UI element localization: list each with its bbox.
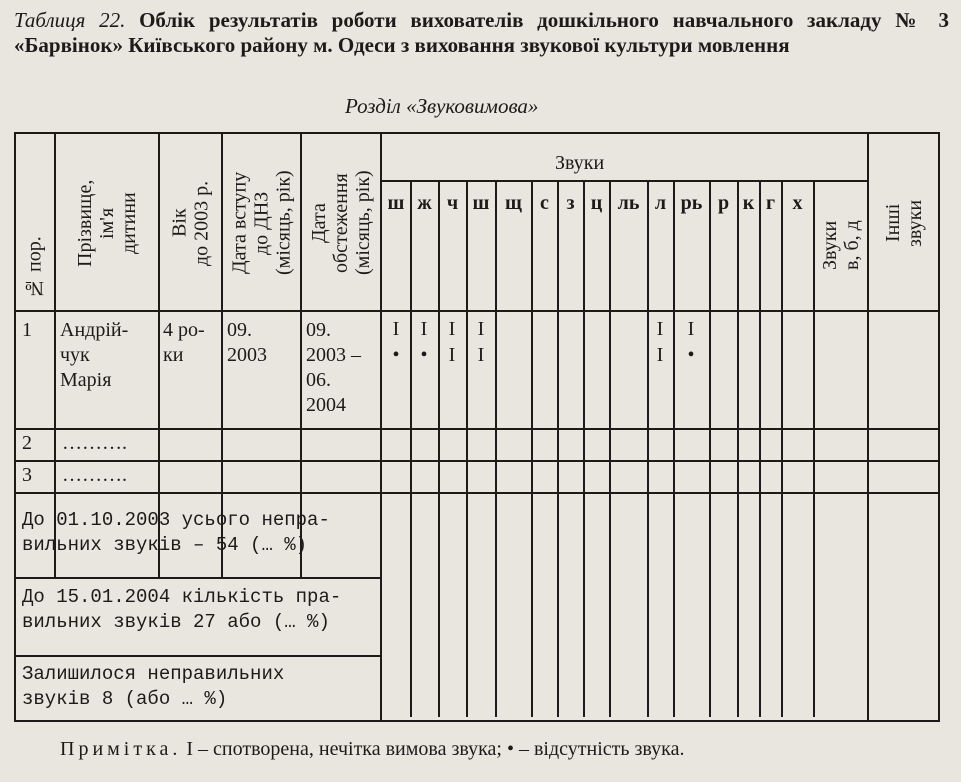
note-label: Примітка. <box>60 738 182 760</box>
row-1-mark: I <box>392 318 400 340</box>
sound-label: ц <box>590 192 603 214</box>
sound-label: р <box>717 192 730 214</box>
sound-label: г <box>765 192 776 214</box>
header-sounds: Звуки <box>555 152 605 174</box>
row-1-mark: • <box>687 344 695 366</box>
table-caption <box>14 8 949 58</box>
sound-label: з <box>566 192 575 214</box>
summary-remaining: Залишилося неправильних звуків 8 (або … %) <box>22 663 285 710</box>
summary-initial: До 01.10.2003 усього непра- вильних звуків – 54 (… %) <box>22 509 330 556</box>
caption-label: Таблиця 22. <box>14 8 126 32</box>
sound-label: л <box>654 192 667 214</box>
header-entry-date: Дата вступу до ДНЗ (місяць, рік) <box>228 170 295 276</box>
row-1-mark: I <box>477 344 485 366</box>
row-1-mark: • <box>392 344 400 366</box>
header-name: Прізвище, ім'я дитини <box>74 179 140 267</box>
row-1-entry-date: 09. 2003 <box>227 319 267 366</box>
section-title: Розділ «Звуковимова» <box>345 94 539 118</box>
sound-label: х <box>792 192 803 214</box>
summary-correct: До 15.01.2004 кількість пра- вильних звуків 27 або (… %) <box>22 586 342 633</box>
row-1-mark: I <box>656 318 664 340</box>
header-num: № пор. <box>23 236 46 299</box>
row-2-num: 2 <box>22 432 32 454</box>
sound-label: к <box>742 192 755 214</box>
sound-label: рь <box>680 192 703 214</box>
sound-label: ш <box>472 192 490 214</box>
sound-label: ж <box>417 192 432 214</box>
header-sounds-bvd: Звуки в, б, д <box>819 220 863 270</box>
row-1-mark: I <box>687 318 695 340</box>
header-exam-date: Дата обстеження (місяць, рік) <box>308 170 374 276</box>
row-1-mark: I <box>656 344 664 366</box>
row-3-name: ………. <box>62 464 127 486</box>
row-1-mark: I <box>477 318 485 340</box>
header-other-sounds: Інші звуки <box>882 199 926 247</box>
row-1-age: 4 ро- ки <box>163 319 205 366</box>
row-1-exam-date: 09. 2003 – 06. 2004 <box>306 319 361 416</box>
header-age: Вік до 2003 р. <box>168 180 213 266</box>
row-1-mark: I <box>448 318 456 340</box>
row-1-name: Андрій- чук Марія <box>60 319 129 391</box>
row-3-num: 3 <box>22 464 32 486</box>
row-1-num: 1 <box>22 319 32 341</box>
table-note <box>60 738 684 761</box>
row-2-name: ………. <box>62 432 127 454</box>
row-1-mark: I <box>420 318 428 340</box>
sound-label: с <box>540 192 549 214</box>
caption-text: Облік результатів роботи вихователів дошкільного навчального закладу № 3 «Барвінок» Київського району м. Одеси з виховання звукової культури мовлення <box>14 8 949 57</box>
sound-label: ч <box>446 192 459 214</box>
sound-label: щ <box>505 192 522 214</box>
sound-label: ш <box>387 192 405 214</box>
sound-label: ль <box>617 192 640 214</box>
row-1-mark: • <box>420 344 428 366</box>
note-text: I – спотворена, нечітка вимова звука; • – відсутність звука. <box>186 738 685 760</box>
row-1-mark: I <box>448 344 456 366</box>
